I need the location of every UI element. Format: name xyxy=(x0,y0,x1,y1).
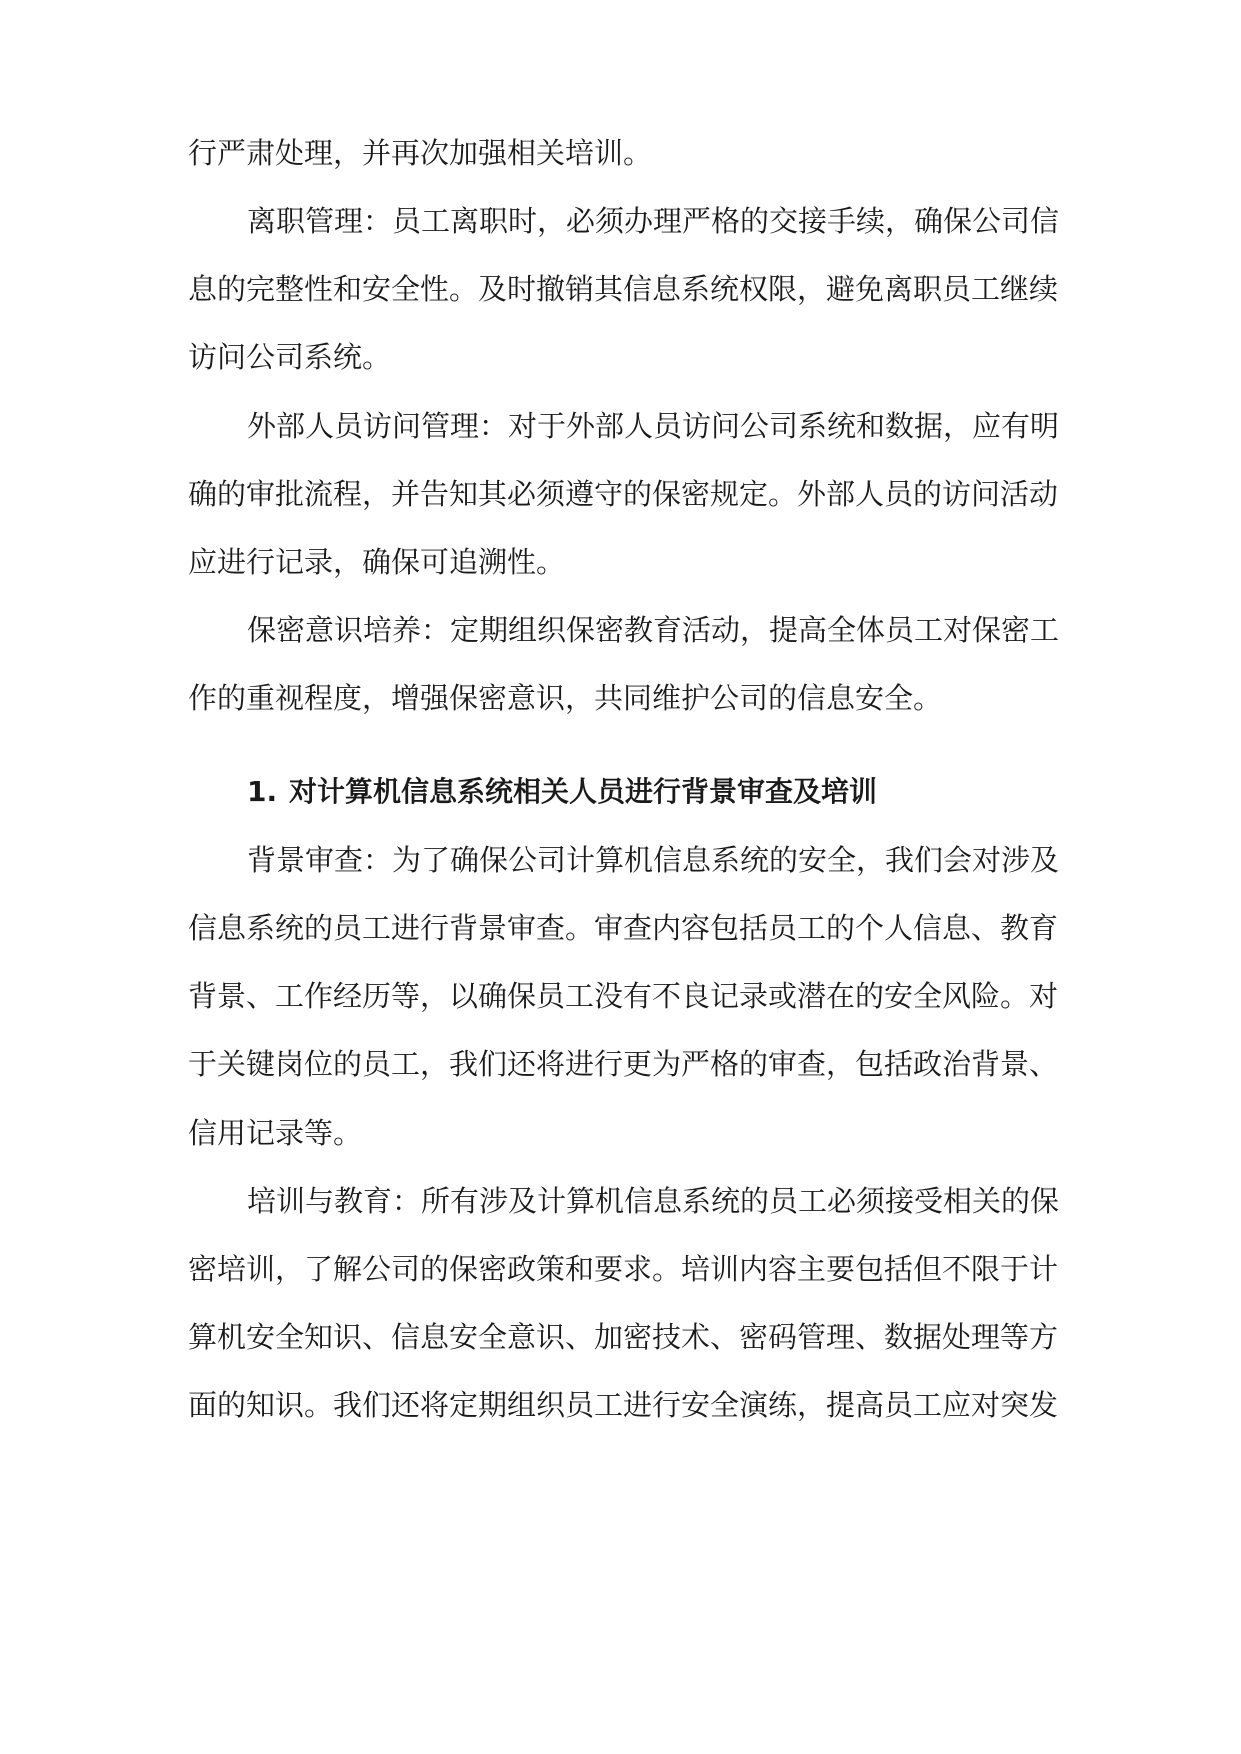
text-line: 信用记录等。 xyxy=(188,1116,363,1150)
text-line: 面的知识。我们还将定期组织员工进行安全演练，提高员工应对突发 xyxy=(188,1388,1059,1422)
text-line: 密培训，了解公司的保密政策和要求。培训内容主要包括但不限于计 xyxy=(188,1252,1059,1286)
text-line: 于关键岗位的员工，我们还将进行更为严格的审查，包括政治背景、 xyxy=(188,1047,1059,1081)
text-line: 背景审查：为了确保公司计算机信息系统的安全，我们会对涉及 xyxy=(247,843,1060,877)
text-line: 应进行记录，确保可追溯性。 xyxy=(188,545,566,579)
text-line: 外部人员访问管理：对于外部人员访问公司系统和数据，应有明 xyxy=(247,409,1060,443)
text-line: 确的审批流程，并告知其必须遵守的保密规定。外部人员的访问活动 xyxy=(188,477,1059,511)
text-line: 培训与教育：所有涉及计算机信息系统的员工必须接受相关的保 xyxy=(247,1184,1060,1218)
text-line: 离职管理：员工离职时，必须办理严格的交接手续，确保公司信 xyxy=(247,204,1060,238)
text-line: 保密意识培养：定期组织保密教育活动，提高全体员工对保密工 xyxy=(247,613,1060,647)
text-line: 信息系统的员工进行背景审查。审查内容包括员工的个人信息、教育 xyxy=(188,911,1059,945)
text-line: 息的完整性和安全性。及时撤销其信息系统权限，避免离职员工继续 xyxy=(188,272,1059,306)
text-line: 行严肃处理，并再次加强相关培训。 xyxy=(188,136,653,170)
section-heading-number: 1. xyxy=(247,775,278,808)
section-heading xyxy=(247,768,1068,816)
text-line: 算机安全知识、信息安全意识、加密技术、密码管理、数据处理等方 xyxy=(188,1320,1059,1354)
section-heading-text: 对计算机信息系统相关人员进行背景审查及培训 xyxy=(289,775,878,808)
text-line: 背景、工作经历等，以确保员工没有不良记录或潜在的安全风险。对 xyxy=(188,979,1059,1013)
text-line: 作的重视程度，增强保密意识，共同维护公司的信息安全。 xyxy=(188,681,943,715)
text-line: 访问公司系统。 xyxy=(188,340,392,374)
